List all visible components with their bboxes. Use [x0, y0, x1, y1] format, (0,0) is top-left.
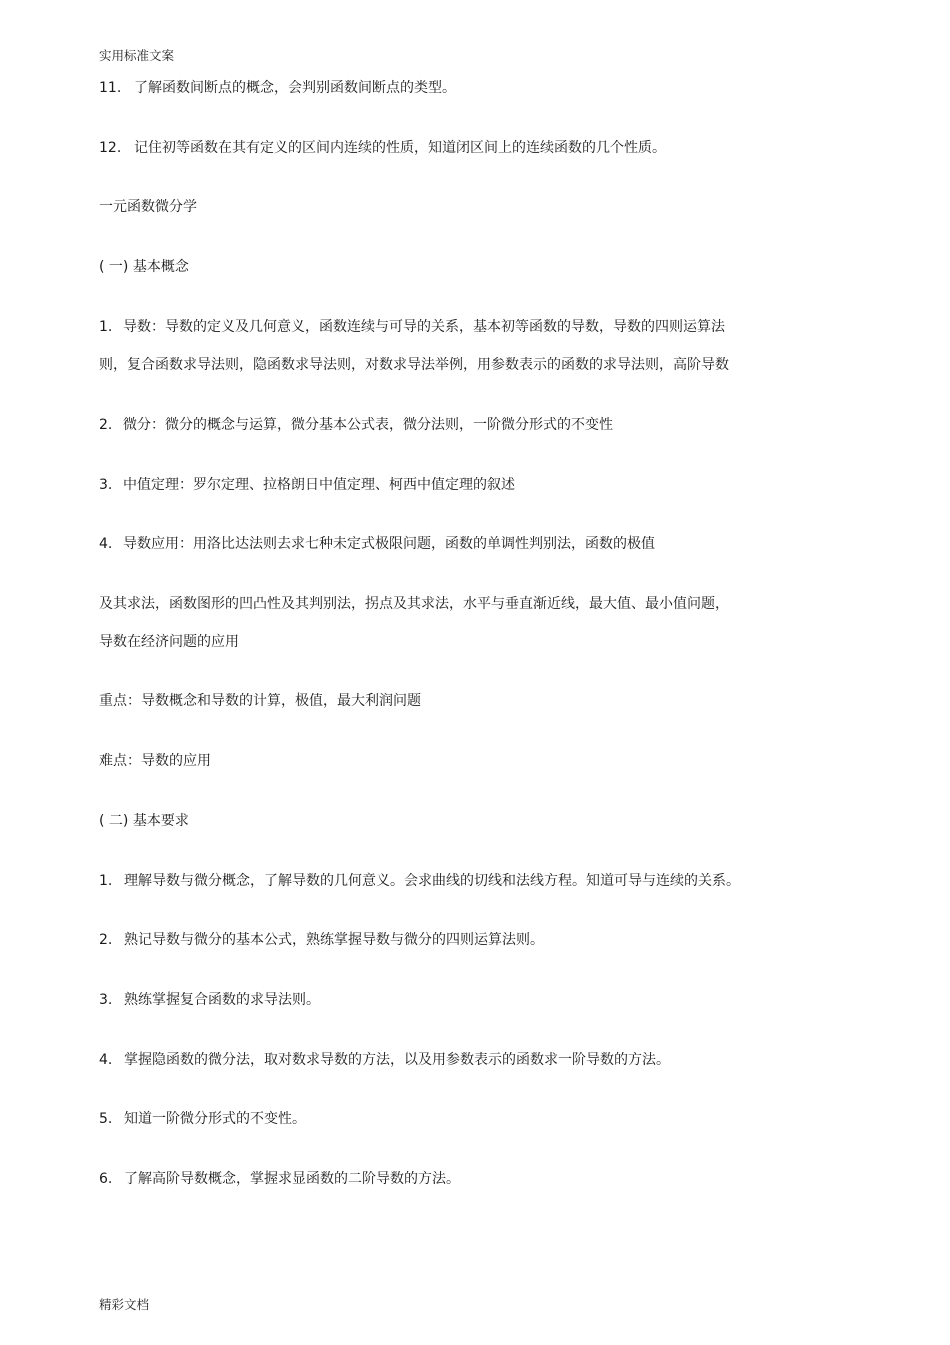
requirement-2 — [99, 931, 544, 949]
key-points: 重点：导数概念和导数的计算，极值，最大利润问题 — [99, 693, 421, 709]
concept-4-continuation-2: 导数在经济问题的应用 — [99, 634, 239, 650]
item-number: 6. — [99, 1171, 113, 1187]
concept-3-mean-value — [99, 476, 515, 494]
requirement-6 — [99, 1170, 460, 1188]
item-number: 3. — [99, 477, 113, 493]
page-footer: 精彩文档 — [99, 1297, 150, 1312]
concept-4-continuation-1: 及其求法，函数图形的凹凸性及其判别法，拐点及其求法，水平与垂直渐近线，最大值、最小值问题， — [99, 596, 729, 612]
item-text: 微分：微分的概念与运算，微分基本公式表，微分法则，一阶微分形式的不变性 — [123, 417, 613, 433]
item-text: 知道一阶微分形式的不变性。 — [124, 1111, 306, 1127]
item-text: 熟练掌握复合函数的求导法则。 — [124, 992, 320, 1008]
item-11 — [99, 79, 456, 97]
item-number: 12. — [99, 140, 122, 156]
item-number: 1. — [99, 319, 113, 335]
item-text: 导数：导数的定义及几何意义，函数连续与可导的关系，基本初等函数的导数，导数的四则运算法 — [123, 319, 725, 335]
requirement-5 — [99, 1110, 306, 1128]
item-text: 了解高阶导数概念，掌握求显函数的二阶导数的方法。 — [124, 1171, 460, 1187]
concept-2-differential — [99, 416, 613, 434]
item-number: 1. — [99, 873, 113, 889]
item-number: 3. — [99, 992, 113, 1008]
page-header: 实用标准文案 — [99, 48, 175, 63]
item-text: 熟记导数与微分的基本公式，熟练掌握导数与微分的四则运算法则。 — [124, 932, 544, 948]
difficult-points: 难点：导数的应用 — [99, 753, 211, 769]
item-number: 4. — [99, 1052, 113, 1068]
item-text: 掌握隐函数的微分法，取对数求导数的方法，以及用参数表示的函数求一阶导数的方法。 — [124, 1052, 670, 1068]
requirement-1 — [99, 872, 740, 890]
item-text: 理解导数与微分概念，了解导数的几何意义。会求曲线的切线和法线方程。知道可导与连续的关系。 — [124, 873, 740, 889]
item-number: 2. — [99, 932, 113, 948]
item-text: 导数应用：用洛比达法则去求七种未定式极限问题，函数的单调性判别法，函数的极值 — [123, 536, 655, 552]
item-text: 记住初等函数在其有定义的区间内连续的性质，知道闭区间上的连续函数的几个性质。 — [134, 140, 666, 156]
requirement-3 — [99, 991, 320, 1009]
item-number: 4. — [99, 536, 113, 552]
concept-4-applications — [99, 535, 655, 553]
item-text: 中值定理：罗尔定理、拉格朗日中值定理、柯西中值定理的叙述 — [123, 477, 515, 493]
item-number: 2. — [99, 417, 113, 433]
concept-1-derivative — [99, 318, 725, 336]
section-title: 一元函数微分学 — [99, 199, 197, 215]
subsection-basic-requirements: ( 二) 基本要求 — [99, 813, 189, 829]
item-number: 5. — [99, 1111, 113, 1127]
item-12 — [99, 139, 666, 157]
item-text: 了解函数间断点的概念，会判别函数间断点的类型。 — [134, 80, 456, 96]
item-number: 11. — [99, 80, 122, 96]
requirement-4 — [99, 1051, 670, 1069]
concept-1-continuation: 则，复合函数求导法则，隐函数求导法则，对数求导法举例，用参数表示的函数的求导法则，高阶导数 — [99, 357, 729, 373]
subsection-basic-concepts: ( 一) 基本概念 — [99, 259, 189, 275]
